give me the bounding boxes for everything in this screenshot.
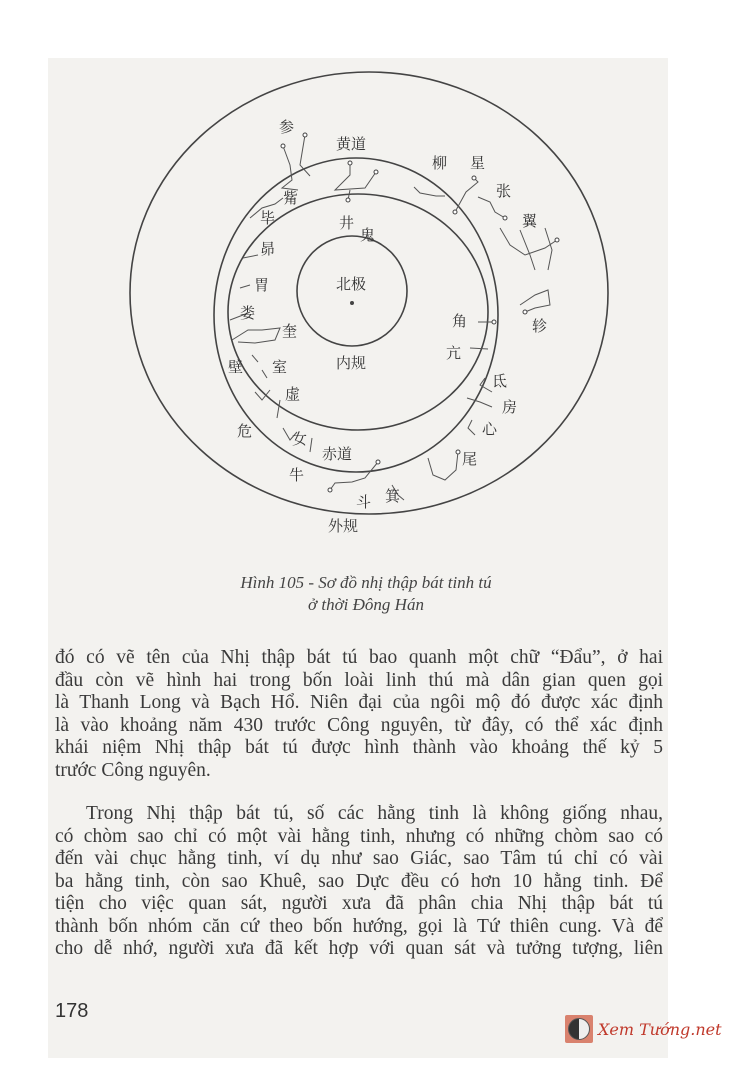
text-line: ba hằng tinh, còn sao Khuê, sao Dực đều có hơn 10 hằng tinh. Để: [55, 871, 663, 892]
label-zhang: 张: [496, 182, 512, 200]
label-xu: 虚: [285, 385, 301, 403]
label-zhen: 轸: [532, 317, 548, 335]
label-neigui: 内规: [336, 354, 367, 372]
label-gui: 鬼: [360, 226, 376, 244]
text-line: có chòm sao chỉ có một vài hằng tinh, nhưng có những chòm sao có: [55, 826, 663, 847]
label-niu: 牛: [289, 466, 305, 484]
text-line: đầu còn vẽ hình hai trong bốn loài linh thú mà dân gian quen gọi: [55, 670, 663, 691]
label-lou: 娄: [240, 304, 256, 322]
label-mao: 昴: [260, 240, 276, 258]
label-shen: 参: [279, 118, 295, 136]
label-nu: 女: [292, 430, 308, 448]
label-yi: 翼: [522, 212, 538, 230]
label-fang: 房: [502, 398, 518, 416]
label-kui: 奎: [282, 322, 298, 340]
chart-labels: [228, 118, 547, 535]
label-chidao: 赤道: [322, 445, 353, 463]
text-line: tiện cho việc quan sát, người xưa đã phân chia Nhị thập bát tú: [55, 893, 663, 914]
figure-caption-line-2: ở thời Đông Hán: [308, 595, 424, 614]
text-line: thành bốn nhóm căn cứ theo bốn hướng, gọi là Tứ thiên cung. Và để: [55, 916, 663, 937]
text-line: đến vài chục hằng tinh, ví dụ như sao Giác, sao Tâm tú chỉ có vài: [55, 848, 663, 869]
label-bi-wall: 壁: [228, 358, 244, 376]
label-xin: 心: [482, 420, 498, 438]
constellation-stars: [281, 133, 559, 492]
label-huangdao: 黄道: [336, 135, 367, 153]
text-line: Trong Nhị thập bát tú, số các hằng tinh là không giống nhau,: [86, 803, 663, 824]
text-line: cho dễ nhớ, người xưa đã kết hợp với quan sát và tưởng tượng, liên: [55, 938, 663, 959]
figure-caption-line-1: Hình 105 - Sơ đồ nhị thập bát tinh tú: [240, 573, 492, 592]
watermark-text: Xem Tướng.net: [598, 1019, 722, 1039]
label-jing: 井: [339, 214, 355, 232]
text-line: là Thanh Long và Bạch Hổ. Niên đại của ngôi mộ đó được xác định: [55, 692, 663, 713]
outer-circle: [130, 72, 608, 514]
page-number: 178: [55, 1000, 89, 1022]
label-jiao: 角: [452, 312, 468, 330]
label-shi: 室: [272, 358, 288, 376]
label-bi-net: 毕: [260, 209, 276, 227]
text-line: khái niệm Nhị thập bát tú được hình thành vào khoảng thế kỷ 5: [55, 737, 663, 758]
text-line: là vào khoảng năm 430 trước Công nguyên, từ đây, có thể xác định: [55, 715, 663, 736]
label-wei-stomach: 胃: [254, 276, 270, 294]
label-xing: 星: [470, 154, 486, 172]
watermark-logo: [565, 1015, 593, 1043]
label-dou: 斗: [356, 493, 372, 511]
yin-yang-icon: [568, 1018, 590, 1040]
label-di: 氐: [492, 372, 508, 390]
label-ji: 箕: [385, 487, 401, 505]
label-wei-tail: 尾: [462, 450, 478, 468]
label-waigui: 外规: [328, 517, 359, 535]
label-liu: 柳: [432, 154, 448, 172]
text-line: đó có vẽ tên của Nhị thập bát tú bao quanh một chữ “Đẩu”, ở hai: [55, 647, 663, 668]
label-beiji: 北极: [336, 275, 367, 293]
equator-circle: [228, 194, 488, 430]
label-zi: 觜: [283, 189, 299, 207]
watermark: [565, 1015, 722, 1043]
label-wei-danger: 危: [237, 422, 253, 440]
text-line: trước Công nguyên.: [55, 760, 211, 781]
label-kang: 亢: [446, 344, 462, 362]
